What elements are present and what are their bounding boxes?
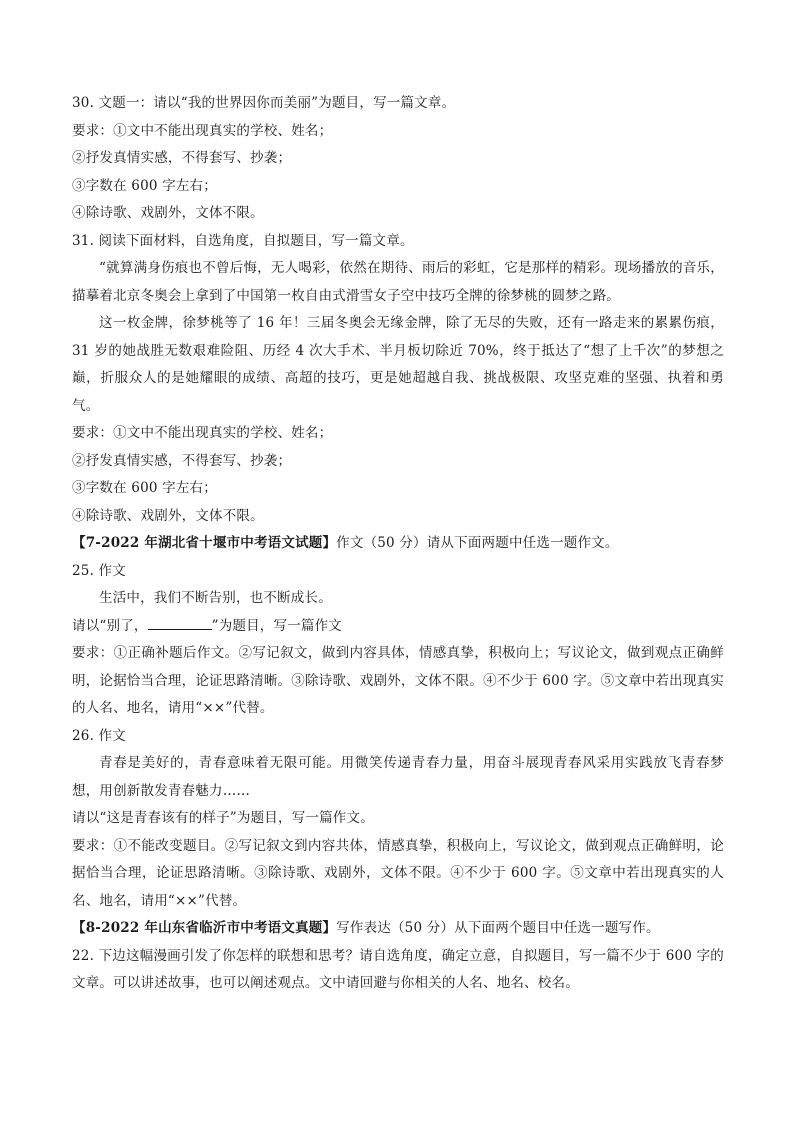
q25-number: 25. 作文: [72, 562, 126, 579]
q30-requirement-2: ②抒发真情实感，不得套写、抄袭；: [72, 150, 292, 166]
q25-prompt: [72, 613, 724, 641]
section-7-instruction: 作文（50 分）请从下面两题中任选一题作文。: [336, 535, 619, 551]
section-7-source: 【7-2022 年湖北省十堰市中考语文试题】: [72, 535, 337, 551]
q31-requirement-1: 要求：①文中不能出现真实的学校、姓名；: [72, 425, 333, 441]
q30-requirement-1: 要求：①文中不能出现真实的学校、姓名；: [72, 122, 333, 139]
q25-prompt-end: ”为题目，写一篇作文: [211, 617, 343, 634]
q25-requirements: 要求：①正确补题后作文。②写记叙文，做到内容具体，情感真挚，积极向上；写议论文，做到观点正确鲜明，论据恰当合理，论证思路清晰。③除诗歌、戏剧外，文体不限。④不少于 600 字。⑤文章中若出现真实的人名、地名，请用“××”代替。: [72, 645, 724, 716]
q31-requirement-3: ③字数在 600 字左右；: [72, 480, 217, 496]
q31-requirement-4: ④除诗歌、戏剧外，文体不限。: [72, 507, 264, 524]
q26-requirements: 要求：①不能改变题目。②写记叙文到内容共体，情感真挚，积极向上，写议论文，做到观点正确鲜明，论据恰当合理，论证思路清晰。③除诗歌、戏剧外，文体不限。④不少于 600 字。⑤文章中若出现真实的人名、地名，请用“××”代替。: [72, 837, 724, 909]
q22-prompt: 22. 下边这幅漫画引发了你怎样的联想和思考？请自选角度，确定立意，自拟题目，写一篇不少于 600 字的文章。可以讲述故事，也可以阐述观点。文中请回避与你相关的人名、地名、校名。: [72, 947, 724, 991]
section-8-instruction: 写作表达（50 分）从下面两个题目中任选一题写作。: [336, 920, 660, 936]
q25-prompt-start: 请以“别了，: [72, 617, 148, 634]
q25-intro: 生活中，我们不断告别，也不断成长。: [99, 590, 332, 606]
q30-requirement-4: ④除诗歌、戏剧外，文体不限。: [72, 205, 264, 221]
q31-material-paragraph-1: “就算满身伤痕也不曾后悔，无人喝彩，依然在期待、雨后的彩虹，它是那样的精彩。现场播放的音乐，描摹着北京冬奥会上拿到了中国第一枚自由式滑雪女子空中技巧全牌的徐梦桃的圆梦之路。: [72, 260, 724, 304]
q26-number: 26. 作文: [72, 727, 126, 744]
q26-prompt: 请以“这是青春该有的样子”为题目，写一篇作文。: [72, 810, 374, 826]
q30-title: 30. 文题一：请以“我的世界因你而美丽”为题目，写一篇文章。: [72, 95, 456, 111]
section-8-heading: [72, 915, 724, 943]
q26-material: 青春是美好的，青春意味着无限可能。用微笑传递青春力量，用奋斗展现青春风采用实践放飞青春梦想，用创新散发青春魅力……: [72, 755, 724, 799]
q31-material-paragraph-2: 这一枚金牌，徐梦桃等了 16 年！三届冬奥会无缘金牌，除了无尽的失败，还有一路走来的累累伤痕，31 岁的她战胜无数艰难险阻、历经 4 次大手术、半月板切除近 70%，终于抵达了“想了上千次”的梦想之巅，折服众人的是她耀眼的成绩、高超的技巧，更是她超越自我、挑战极限、攻坚克难的坚强、执着和勇气。: [72, 315, 724, 414]
section-8-source: 【8-2022 年山东省临沂市中考语文真题】: [72, 920, 337, 936]
q31-title: 31. 阅读下面材料，自选角度，自拟题目，写一篇文章。: [72, 232, 414, 249]
document-page: [72, 90, 724, 998]
q30-requirement-3: ③字数在 600 字左右；: [72, 177, 217, 194]
section-7-heading: [72, 530, 724, 558]
q25-title-blank: [148, 617, 212, 630]
q31-requirement-2: ②抒发真情实感，不得套写、抄袭；: [72, 452, 292, 469]
